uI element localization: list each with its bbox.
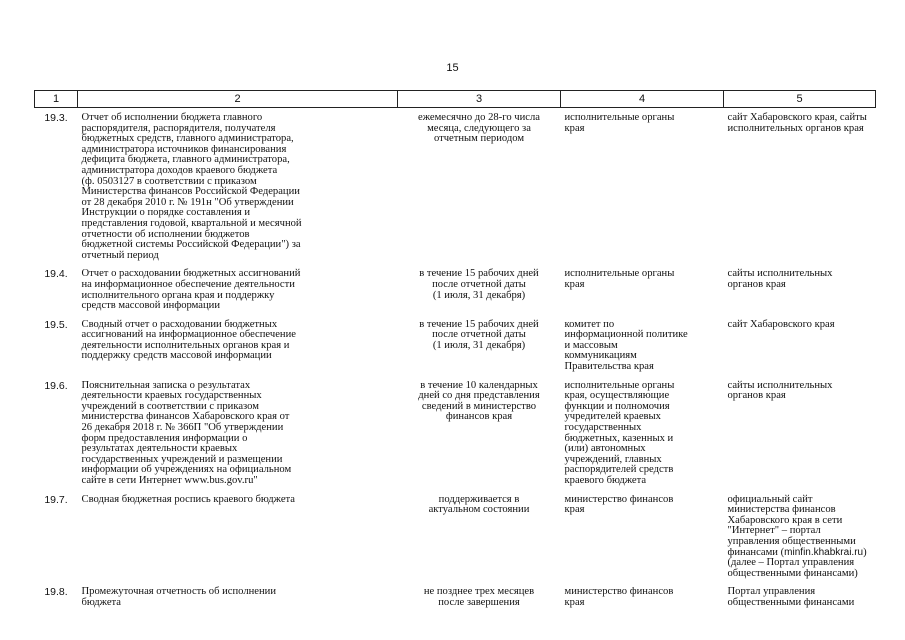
column-header-5: 5 bbox=[724, 91, 876, 108]
row-period: ежемесячно до 28-го числа месяца, следующего за отчетным периодом bbox=[418, 112, 540, 145]
row-period: в течение 15 рабочих дней после отчетной даты (1 июля, 31 декабря) bbox=[419, 318, 539, 351]
column-header-1: 1 bbox=[35, 91, 78, 108]
table-row bbox=[35, 495, 876, 588]
table-row bbox=[35, 269, 876, 319]
row-location: сайты исполнительных органов края bbox=[727, 268, 833, 290]
row-description: Пояснительная записка о результатах деятельности краевых государственных учреждений в соответствии с приказом министерства финансов Хабаровского края от 26 декабря 2018 г. № 366П "Об утверждении форм предоставления информации о результатах деятельности краевых государственных учреждений и размещении информации об учреждениях на официальном сайте в сети Интернет www.bus.gov.ru" bbox=[81, 379, 292, 486]
row-number: 19.6. bbox=[44, 379, 68, 392]
row-number: 19.3. bbox=[44, 112, 68, 124]
page-number: 15 bbox=[446, 62, 459, 74]
row-responsible: исполнительные органы края bbox=[564, 268, 675, 290]
row-location: сайты исполнительных органов края bbox=[727, 379, 833, 402]
table-row bbox=[35, 108, 876, 270]
row-responsible: исполнительные органы края bbox=[564, 112, 675, 134]
row-description: Сводный отчет о расходовании бюджетных ассигнований на информационное обеспечение деятельности исполнительных органов края и поддержку средств массовой информации bbox=[81, 318, 296, 362]
row-description: Отчет о расходовании бюджетных ассигнований на информационное обеспечение деятельности исполнительного органа края и поддержку средств массовой информации bbox=[81, 268, 301, 312]
row-responsible: исполнительные органы края, осуществляющие функции и полномочия учредителей краевых государственных бюджетных, казенных и (или) автономных учреждений, главных распорядителей средств краевого бюджета bbox=[564, 379, 675, 486]
column-header-2: 2 bbox=[78, 91, 398, 108]
row-location: сайт Хабаровского края, сайты исполнительных органов края bbox=[727, 112, 867, 134]
row-period: не позднее трех месяцев после завершения bbox=[423, 586, 535, 608]
row-description: Отчет об исполнении бюджета главного распорядителя, распорядителя, получателя бюджетных средств, главного администратора, администратора источников финансирования дефицита бюджета, главного администратора, администратора доходов краевого бюджета (ф. 0503127 в соответствии с приказом Министерства финансов Российской Федерации от 28 декабря 2010 г. № 191н "Об утверждении Инструкции о порядке составления и представления годовой, квартальной и месячной отчетности об исполнении бюджетов бюджетной системы Российской Федерации") за отчетный период bbox=[81, 112, 302, 261]
column-header-3: 3 bbox=[398, 91, 561, 108]
row-responsible: комитет по информационной политике и массовым коммуникациям Правительства края bbox=[564, 318, 688, 373]
row-period: поддерживается в актуальном состоянии bbox=[428, 493, 530, 516]
row-location bbox=[728, 495, 872, 580]
row-location: сайт Хабаровского края bbox=[727, 318, 835, 330]
row-description: Сводная бюджетная роспись краевого бюджета bbox=[81, 493, 296, 505]
row-number: 19.8. bbox=[44, 586, 68, 599]
table-row bbox=[35, 587, 876, 616]
row-location: Портал управления общественными финансами bbox=[727, 586, 855, 608]
table-row bbox=[35, 381, 876, 495]
row-responsible: министерство финансов края bbox=[564, 586, 674, 608]
row-period: в течение 15 рабочих дней после отчетной даты (1 июля, 31 декабря) bbox=[419, 268, 539, 301]
row-location-text: официальный сайт министерства финансов Хабаровского края в сети "Интернет" – портал управления общественными финансами ( bbox=[727, 493, 856, 558]
column-header-4: 4 bbox=[561, 91, 724, 108]
row-description: Промежуточная отчетность об исполнении бюджета bbox=[81, 586, 276, 608]
table-row bbox=[35, 320, 876, 381]
row-number: 19.4. bbox=[44, 268, 68, 281]
portal-url: minfin.khabkrai.ru bbox=[784, 546, 864, 558]
row-period: в течение 10 календарных дней со дня представления сведений в министерство финансов края bbox=[418, 379, 540, 423]
row-responsible: министерство финансов края bbox=[564, 493, 674, 516]
table-header-row bbox=[35, 91, 876, 108]
row-number: 19.5. bbox=[44, 318, 68, 331]
row-number: 19.7. bbox=[44, 493, 68, 506]
row-location-text-end: ) (далее – Портал управления общественными финансами) bbox=[727, 546, 867, 579]
requirements-table bbox=[34, 90, 876, 617]
